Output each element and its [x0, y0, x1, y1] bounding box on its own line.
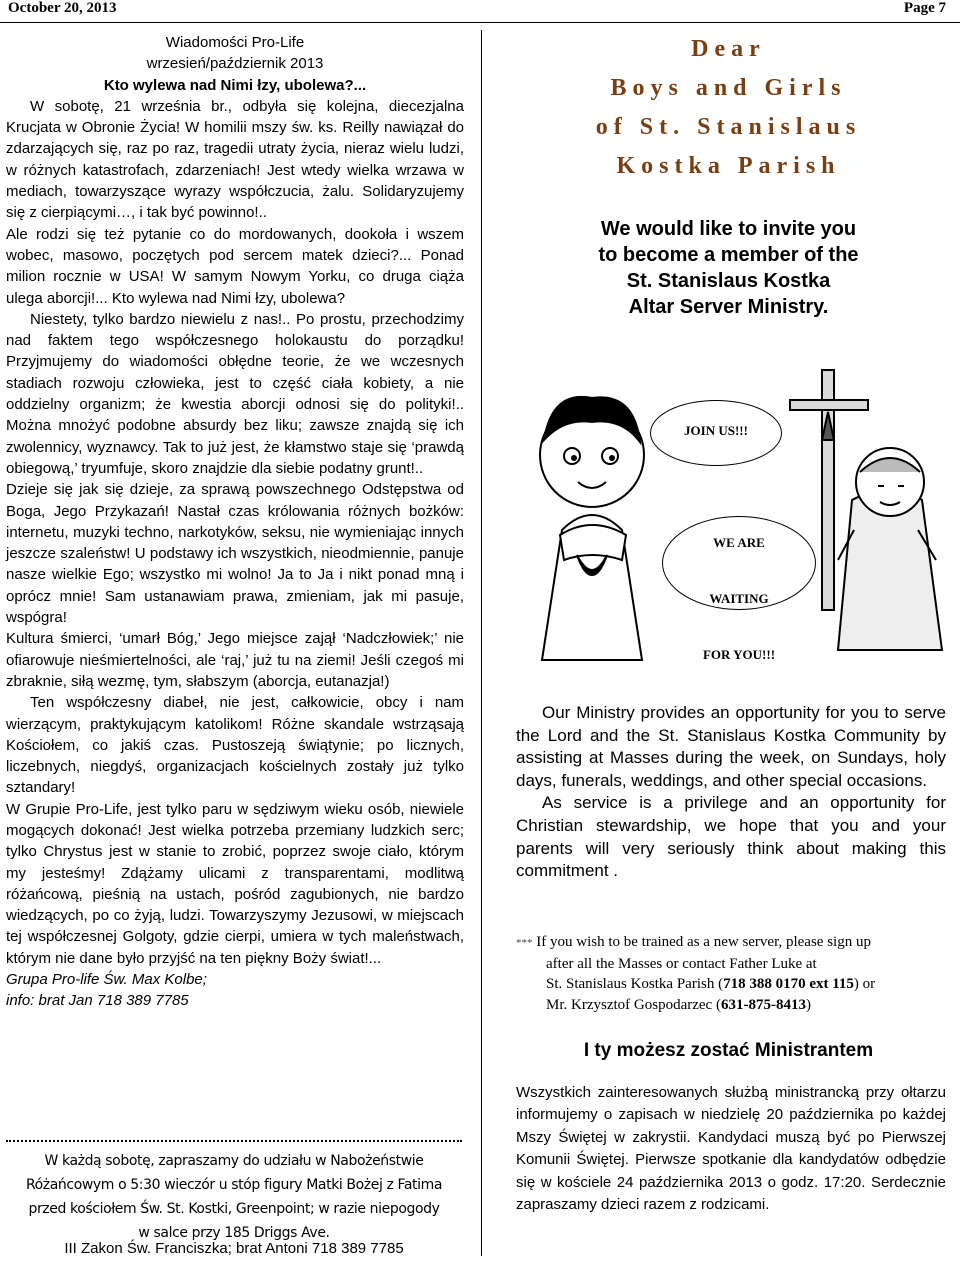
article-title-line1: Wiadomości Pro-Life [165, 34, 305, 51]
article-signature-contact: info: brat Jan 718 389 7785 [6, 992, 189, 1010]
polish-ministry-announcement [516, 1082, 946, 1216]
mission-paragraph-2: As service is a privilege and an opportunity for Christian stewardship, we hope that you and your parents will very seriously think about making this commitment . [516, 793, 946, 881]
mission-paragraph-1: Our Ministry provides an opportunity for you to serve the Lord and the St. Stanislaus Kostka Community by assisting at Masses during the week, on Sundays, holy days, funerals, weddings, and other special occasions. [516, 703, 946, 790]
train-line-4: Mr. Krzysztof Gospodarzec (631-875-8413) [546, 996, 811, 1013]
invite-line-3: St. Stanislaus Kostka [626, 270, 831, 292]
dear-line-4: Kostka Parish [616, 153, 841, 179]
we-are-waiting-speech-bubble [662, 516, 816, 662]
article-paragraph-5: Kultura śmierci, ‘umarł Bóg,’ Jego miejsce zajął ‘Nadczłowiek;’ nie ofiarowuje nieśmiertelności, ale ‘raj,’ już tu na ziemi! Jeśli czegoś mi zbraknie, siłą wezmę, tym, słabszym (aborcja, eutanazja!) [6, 630, 464, 690]
article-paragraph-1: W sobotę, 21 września br., odbyła się kolejna, diecezjalna Krucjata w Obronie Życia! W homilii mszy św. ks. Reilly nawiązał do zdarzających się, raz po raz, tragedii utraty życia, nieraz wielu ludzi, w różnych katastrofach, zdarzeniach! Jest wtedy wielka wrzawa w mediach, towarzyszące wyrazy współczucia, żalu. Solidaryzujemy się z cierpiącymi…, i tak być powinno!.. [6, 97, 464, 222]
page-header [0, 0, 960, 23]
dear-line-3: of St. Stanislaus [595, 114, 862, 140]
column-divider [481, 30, 482, 1256]
bubble2-line-3: FOR YOU!!! [702, 647, 776, 662]
header-page-number: Page 7 [903, 0, 946, 16]
train-line-1: *** If you wish to be trained as a new server, please sign up [516, 934, 871, 950]
train-line-2: after all the Masses or contact Father Luke at [546, 955, 817, 972]
article-paragraph-6: Ten współczesny diabeł, nie jest, całkowicie, obcy i nam wierzącym, praktykującym katolikom! Różne skandale wstrząsają Kościołem, co jakiś czas. Pustoszeją świątynie; po licznych, liczebnych, niegdyś, organizacjach kościelnych zostały już tylko sztandary! [6, 694, 464, 797]
notice-line-4: w salce przy 185 Driggs Ave. [138, 1225, 330, 1241]
polish-announcement-text: Wszystkich zainteresowanych służbą ministrancką przy ołtarzu informujemy o zapisach w niedzielę 20 października po każdej Mszy Świętej w zakrystii. Kandydaci muszą być po Pierwszej Komunii Świętej. Pierwsze spotkanie dla kandydatów odbędzie się w kościele 24 października 2013 o godz. 17:20. Serdecznie zapraszamy dzieci razem z rodzicami. [516, 1084, 946, 1214]
invitation [497, 216, 960, 320]
article-title-line2: wrzesień/październik 2013 [146, 55, 324, 73]
parish-phone: 718 388 0170 ext 115 [723, 976, 854, 992]
article-title-line3: Kto wylewa nad Nimi łzy, ubolewa?... [103, 76, 367, 94]
dear-line-1: Dear [691, 36, 766, 62]
third-order-contact: III Zakon Św. Franciszka; brat Antoni 718 389 7785 [64, 1240, 404, 1257]
notice-line-2: Różańcowym o 5:30 wieczór u stóp figury Matki Bożej z Fatima [25, 1177, 443, 1193]
invite-line-4: Altar Server Ministry. [628, 296, 829, 318]
article-paragraph-3: Niestety, tylko bardzo niewielu z nas!.. Po prostu, przechodzimy nad faktem tego współczesnego holokaustu do porządku! Przyjmujemy do wiadomości obłędne teorie, że we wczesnych stadiach rozwoju człowieka, jest to część ciała kobiety, a nie oddzielny organizm; że kwestia aborcji odnosi się do polityki!.. Można mnożyć podobne absurdy bez liku; zawsze znajdą się ich zwolennicy, wyznawcy. Tak to już jest, że kłamstwo staje się ‘prawdą obiegową,’ tryumfuje, skoro znajdzie dla siebie podatny grunt!.. [6, 310, 464, 477]
bubble2-line-2: WAITING [709, 591, 769, 606]
invite-line-2: to become a member of the [598, 244, 859, 266]
dear-heading [497, 30, 960, 186]
notice-line-3: przed kościołem Św. St. Kostki, Greenpoint; w razie niepogody [28, 1201, 440, 1217]
join-us-text: JOIN US!!! [684, 423, 748, 438]
article-signature-group: Grupa Pro-life Św. Max Kolbe; [6, 971, 207, 989]
we-are-waiting-text [663, 533, 815, 665]
pro-life-article [6, 32, 464, 1012]
coordinator-phone: 631-875-8413 [720, 996, 806, 1013]
article-paragraph-7: W Grupie Pro-Life, jest tylko paru w sędziwym wieku osób, niewiele mogących dokonać! Jest wielka potrzeba przemiany ludzkich serc; tylko Chrystus jest w stanie to zrobić, poprzez swoje ciało, którym my jesteśmy! Zdążamy ulicami z transparentami, modlitwą różańcową, pieśnią na ustach, pośród zagubionych, nie bardzo wiedzących, po co żyją, ludzi. Towarzyszymy Jezusowi, w miejscach tej współczesnej Golgoty, gdzie cierpi, umiera w tych maleństwach, którym nie dane było przyjść na ten piękny Boży świat!... [6, 800, 464, 967]
article-paragraph-2: Ale rodzi się też pytanie co do mordowanych, dookoła i wszem wobec, masowo, poczętych pod sercem matek dzieci?... Ponad milion rocznie w USA! W samym Nowym Yorku, co druga ciąża ulega aborcji!... Kto wylewa nad Nimi łzy, ubolewa? [6, 225, 464, 307]
asterisk-marker: *** [516, 937, 533, 949]
join-us-speech-bubble [650, 400, 782, 466]
bubble2-line-1: WE ARE [713, 535, 765, 550]
dotted-divider [6, 1140, 462, 1142]
dear-line-2: Boys and Girls [610, 75, 847, 101]
invite-line-1: We would like to invite you [600, 218, 857, 240]
notice-line-1: W każdą sobotę, zapraszamy do udziału w Nabożeństwie [44, 1153, 424, 1169]
header-date: October 20, 2013 [8, 0, 117, 16]
altar-boy-drawing [540, 397, 644, 660]
article-paragraph-4: Dzieje się jak się dzieje, za sprawą powszechnego Odstępstwa od Boga, Jego Przykazań! Nastał czas królowania różnych bożków: internetu, muzyki techno, narkotyków, seksu, nie wymieniając innych jeszcze szaleństw! U podstawy ich wszystkich, nieodmiennie, panuje nasze wielkie Ego; wszystko mi wolno! Ja to Ja i nikt ponad mną i oprócz mnie! Sam ustanawiam prawa, zmieniam, jak mi pasuje, wspógra! [6, 481, 464, 627]
ministry-description [516, 702, 946, 883]
training-signup [516, 932, 946, 1015]
polish-ministry-heading: I ty możesz zostać Ministrantem [583, 1040, 874, 1061]
train-line-3: St. Stanislaus Kostka Parish (718 388 0170 ext 115) or [546, 976, 876, 992]
rosary-notice [6, 1149, 462, 1245]
